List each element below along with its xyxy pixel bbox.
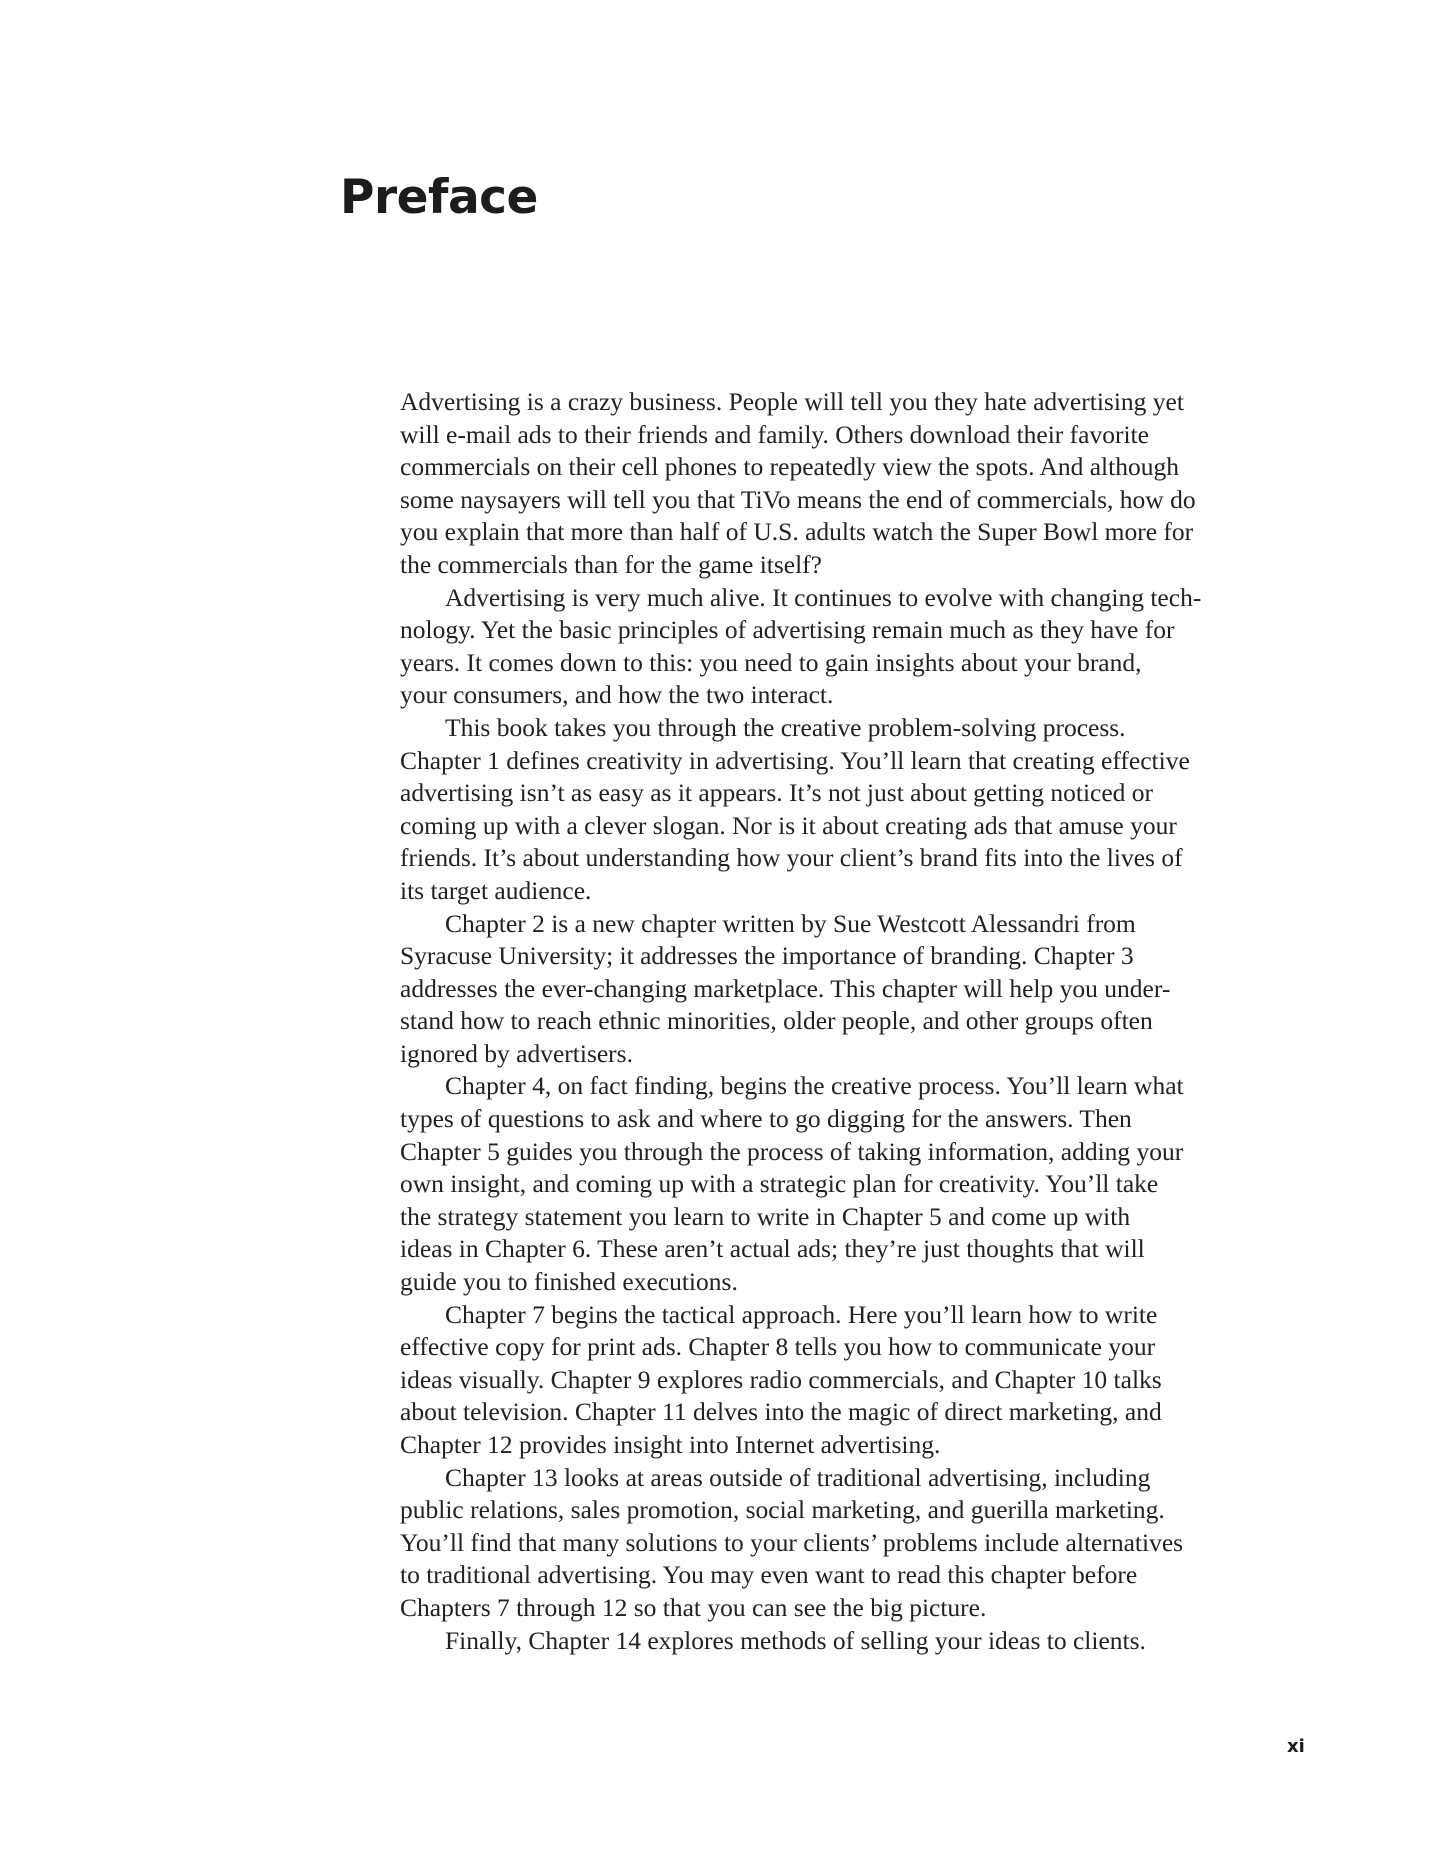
page-title: Preface: [340, 170, 538, 225]
text-line: Chapter 13 looks at areas outside of traditional advertising, including: [445, 1462, 1151, 1492]
text-line: Chapter 7 begins the tactical approach. Here you’ll learn how to write: [445, 1299, 1158, 1329]
text-line: Finally, Chapter 14 explores methods of selling your ideas to clients.: [445, 1625, 1146, 1655]
text-line: advertising isn’t as easy as it appears. It’s not just about getting noticed or: [400, 778, 1154, 808]
text-line: Chapter 2 is a new chapter written by Sue Westcott Alessandri from: [445, 908, 1136, 938]
text-line: stand how to reach ethnic minorities, older people, and other groups often: [400, 1006, 1153, 1036]
text-line: you explain that more than half of U.S. adults watch the Super Bowl more for: [400, 517, 1194, 547]
text-line: the commercials than for the game itself?: [400, 549, 822, 579]
text-line: Chapter 5 guides you through the process of taking information, adding your: [400, 1136, 1184, 1166]
text-line: ideas visually. Chapter 9 explores radio commercials, and Chapter 10 talks: [400, 1364, 1162, 1394]
text-line: about television. Chapter 11 delves into the magic of direct marketing, and: [400, 1397, 1162, 1427]
text-line: Chapter 1 defines creativity in advertising. You’ll learn that creating effective: [400, 745, 1190, 775]
text-line: your consumers, and how the two interact.: [400, 680, 834, 710]
text-line: some naysayers will tell you that TiVo means the end of commercials, how do: [400, 484, 1196, 514]
text-line: nology. Yet the basic principles of advertising remain much as they have for: [400, 615, 1175, 645]
text-line: types of questions to ask and where to go digging for the answers. Then: [400, 1104, 1132, 1134]
text-line: years. It comes down to this: you need to gain insights about your brand,: [400, 647, 1142, 677]
page-number: xi: [1287, 1736, 1305, 1757]
text-line: You’ll find that many solutions to your clients’ problems include alternatives: [400, 1527, 1184, 1557]
text-line: Chapters 7 through 12 so that you can see the big picture.: [400, 1592, 987, 1622]
text-line: Chapter 12 provides insight into Internet advertising.: [400, 1430, 941, 1459]
text-line: addresses the ever-changing marketplace. This chapter will help you under-: [400, 973, 1171, 1003]
text-line: own insight, and coming up with a strategic plan for creativity. You’ll take: [400, 1169, 1159, 1199]
text-line: This book takes you through the creative problem-solving process.: [445, 712, 1126, 742]
text-line: friends. It’s about understanding how your client’s brand fits into the lives of: [400, 843, 1183, 873]
text-line: public relations, sales promotion, social marketing, and guerilla marketing.: [400, 1495, 1165, 1525]
text-line: ideas in Chapter 6. These aren’t actual ads; they’re just thoughts that will: [400, 1234, 1145, 1264]
text-line: commercials on their cell phones to repeatedly view the spots. And although: [400, 452, 1179, 482]
text-line: effective copy for print ads. Chapter 8 tells you how to communicate your: [400, 1332, 1156, 1362]
text-line: Advertising is a crazy business. People will tell you they hate advertising yet: [400, 387, 1184, 416]
text-line: Chapter 4, on fact finding, begins the creative process. You’ll learn what: [445, 1071, 1184, 1101]
text-line: Advertising is very much alive. It continues to evolve with changing tech-: [445, 582, 1202, 612]
text-line: ignored by advertisers.: [400, 1038, 633, 1068]
text-line: will e-mail ads to their friends and family. Others download their favorite: [400, 419, 1149, 449]
text-line: coming up with a clever slogan. Nor is it about creating ads that amuse your: [400, 810, 1177, 840]
text-line: guide you to finished executions.: [400, 1267, 738, 1297]
text-line: its target audience.: [400, 875, 592, 905]
preface-body-text: [400, 386, 1320, 1657]
text-line: the strategy statement you learn to write in Chapter 5 and come up with: [400, 1201, 1131, 1231]
text-line: Syracuse University; it addresses the importance of branding. Chapter 3: [400, 941, 1134, 971]
text-line: to traditional advertising. You may even want to read this chapter before: [400, 1560, 1138, 1590]
